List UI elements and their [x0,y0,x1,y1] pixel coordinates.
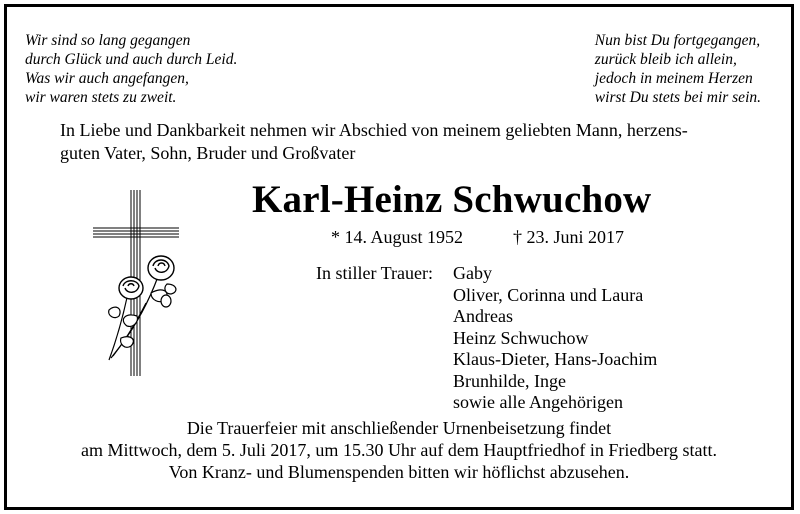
poem-line: wir waren stets zu zweit. [25,89,177,106]
mourning-label: In stiller Trauer: [316,263,433,283]
poem-line: jedoch in meinem Herzen [594,70,753,87]
poem-right [595,31,761,107]
mourner: Brunhilde, Inge [453,370,566,391]
mourner: Andreas [453,306,513,326]
mourners-list [453,263,657,414]
funeral-line: am Mittwoch, dem 5. Juli 2017, um 15.30 Uhr auf dem Hauptfriedhof in Friedberg statt. [80,440,718,460]
mourner: Klaus-Dieter, Hans-Joachim [453,349,658,369]
mourner: sowie alle Angehörigen [453,392,623,412]
intro-text [60,119,770,165]
deceased-name: Karl-Heinz Schwuchow [252,178,652,221]
funeral-details [7,417,791,483]
cross-with-roses-icon [91,188,187,378]
birth-date: * 14. August 1952 [331,227,464,247]
obituary-notice [4,4,794,510]
mourner: Oliver, Corinna und Laura [453,284,644,305]
poem-line: Nun bist Du fortgegangen, [594,32,761,49]
intro-line: In Liebe und Dankbarkeit nehmen wir Abschied von meinem geliebten Mann, herzens- [60,120,688,140]
mourner: Gaby [453,263,492,283]
funeral-line: Die Trauerfeier mit anschließender Urnenbeisetzung findet [186,418,612,438]
intro-line: guten Vater, Sohn, Bruder und Großvater [60,143,356,163]
mourner: Heinz Schwuchow [453,327,589,348]
poem-line: durch Glück und auch durch Leid. [25,51,238,68]
poem-line: wirst Du stets bei mir sein. [594,89,761,106]
poem-line: zurück bleib ich allein, [594,51,737,68]
death-date: † 23. Juni 2017 [513,227,625,247]
poem-line: Wir sind so lang gegangen [25,32,191,49]
poem-left [25,31,237,107]
poem-line: Was wir auch angefangen, [25,70,189,87]
funeral-line: Von Kranz- und Blumenspenden bitten wir höflichst abzusehen. [168,462,630,482]
